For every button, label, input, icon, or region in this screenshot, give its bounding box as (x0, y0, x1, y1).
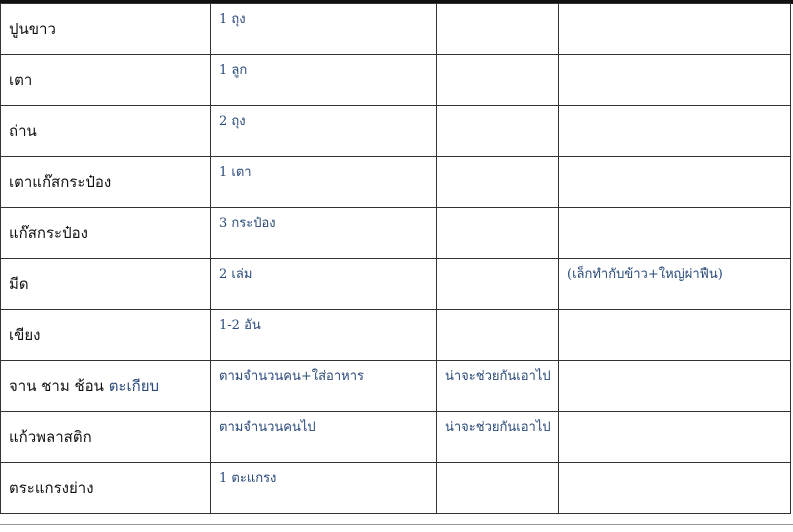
remark-cell (559, 4, 791, 55)
remark-cell (559, 55, 791, 106)
table-row (1, 259, 791, 310)
remark-cell (559, 106, 791, 157)
remark-cell (559, 412, 791, 463)
quantity-cell: 3 กระป๋อง (211, 208, 437, 259)
remark-cell (559, 310, 791, 361)
remark-cell (559, 463, 791, 514)
note-cell (437, 463, 559, 514)
item-cell: แก๊สกระป๋อง (1, 208, 211, 259)
quantity-cell: 2 ถุง (211, 106, 437, 157)
table-row (1, 310, 791, 361)
note-cell (437, 4, 559, 55)
note-cell (437, 310, 559, 361)
quantity-cell: 2 เล่ม (211, 259, 437, 310)
table-row (1, 106, 791, 157)
quantity-cell: ตามจำนวนคน+ใส่อาหาร (211, 361, 437, 412)
item-cell: มีด (1, 259, 211, 310)
table-row (1, 4, 791, 55)
item-cell: เตาแก๊สกระป๋อง (1, 157, 211, 208)
quantity-cell: 1 ลูก (211, 55, 437, 106)
item-extra-text: ตะเกียบ (108, 377, 160, 395)
item-cell: ปูนขาว (1, 4, 211, 55)
note-cell (437, 55, 559, 106)
remark-cell (559, 157, 791, 208)
item-cell: แก้วพลาสติก (1, 412, 211, 463)
note-cell (437, 157, 559, 208)
item-cell: เขียง (1, 310, 211, 361)
table-row (1, 361, 791, 412)
remark-cell (559, 208, 791, 259)
table-row (1, 208, 791, 259)
bottom-divider (0, 524, 793, 525)
note-cell: น่าจะช่วยกันเอาไป (437, 361, 559, 412)
note-cell (437, 208, 559, 259)
item-cell: ตระแกรงย่าง (1, 463, 211, 514)
item-cell (1, 361, 211, 412)
note-cell: น่าจะช่วยกันเอาไป (437, 412, 559, 463)
note-cell (437, 106, 559, 157)
remark-cell (559, 361, 791, 412)
quantity-cell: 1-2 อัน (211, 310, 437, 361)
item-cell: ถ่าน (1, 106, 211, 157)
table-row (1, 412, 791, 463)
quantity-cell: ตามจำนวนคนไป (211, 412, 437, 463)
table-row (1, 463, 791, 514)
supply-table (0, 3, 791, 514)
quantity-cell: 1 เตา (211, 157, 437, 208)
quantity-cell: 1 ถุง (211, 4, 437, 55)
note-cell (437, 259, 559, 310)
item-text: จาน ชาม ช้อน (9, 377, 104, 395)
table-row (1, 157, 791, 208)
item-cell: เตา (1, 55, 211, 106)
remark-cell: (เล็กทำกับข้าว+ใหญ่ผ่าฟืน) (559, 259, 791, 310)
quantity-cell: 1 ตะแกรง (211, 463, 437, 514)
table-row (1, 55, 791, 106)
